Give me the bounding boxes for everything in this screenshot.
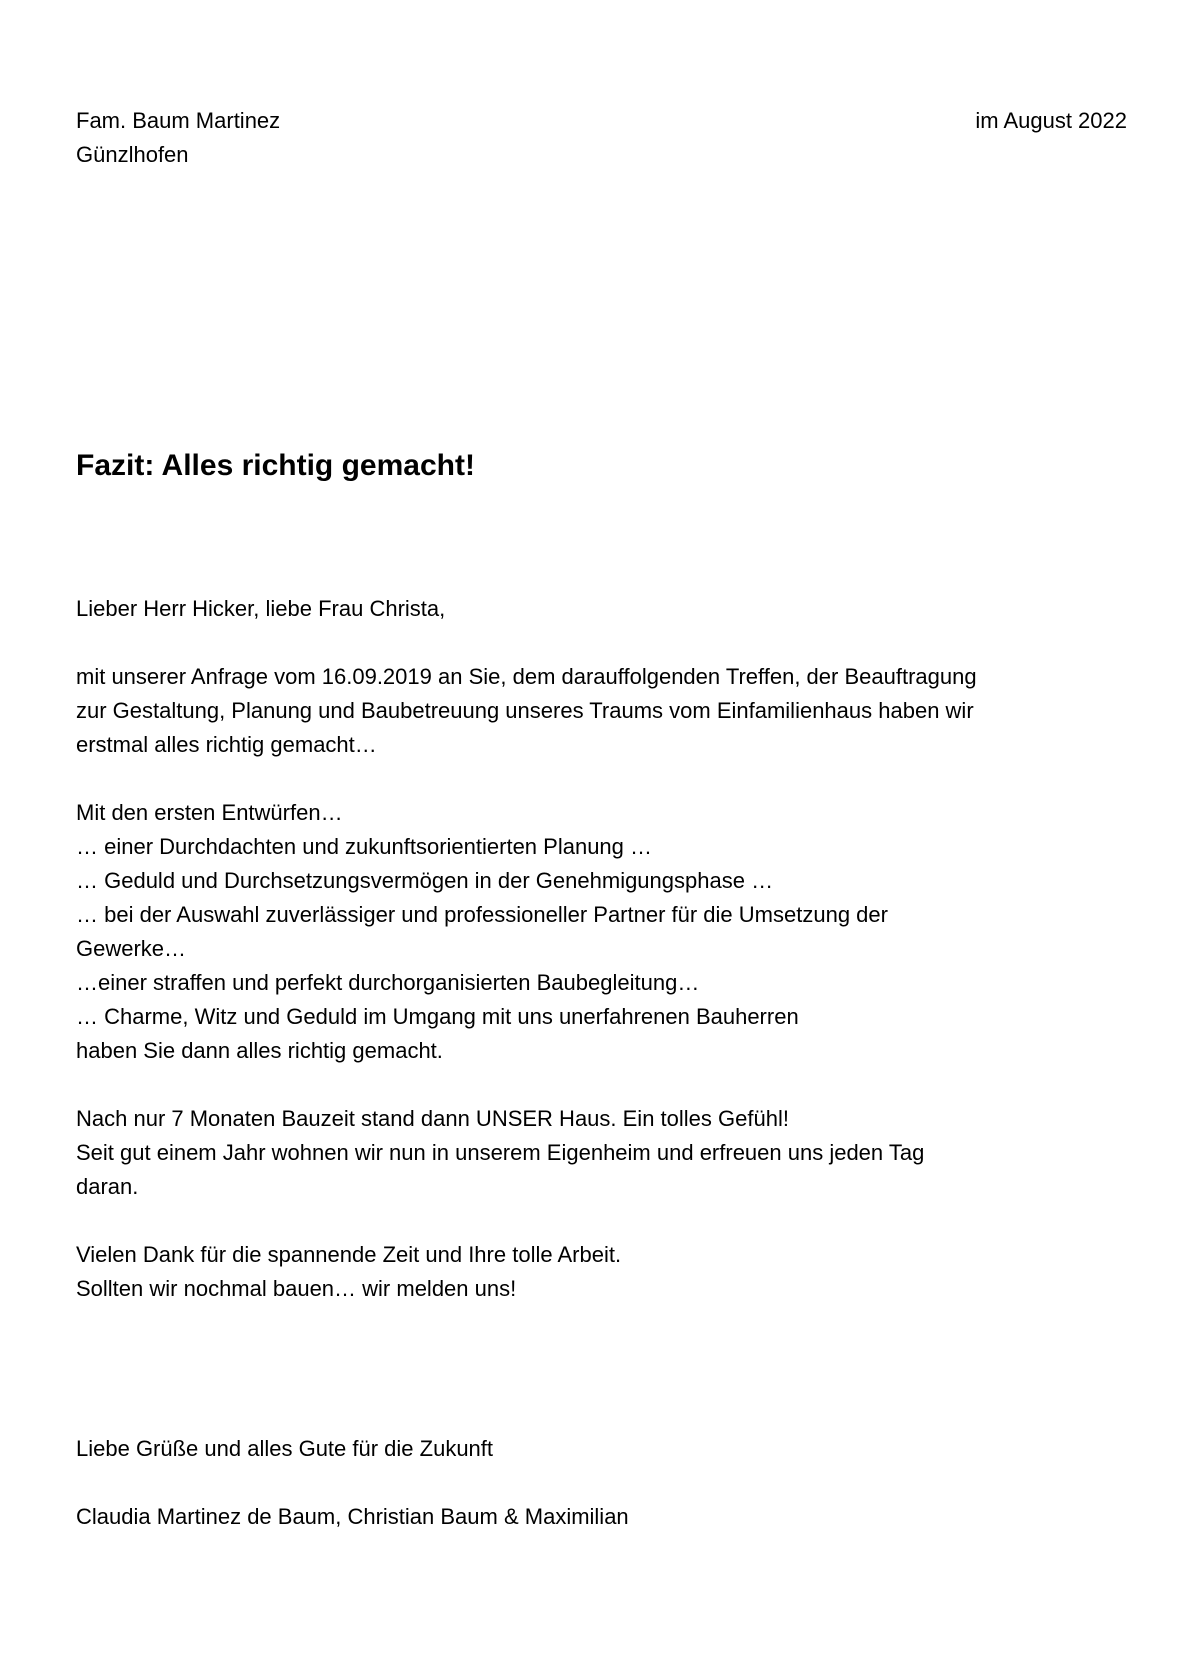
sender-block: [76, 104, 676, 172]
paragraph-line: daran.: [76, 1174, 139, 1199]
letter-title: Fazit: Alles richtig gemacht!: [76, 449, 475, 482]
paragraph-line: mit unserer Anfrage vom 16.09.2019 an Sie, dem darauffolgenden Treffen, der Beauftragung: [76, 664, 977, 689]
salutation-paragraph: [76, 592, 1136, 626]
paragraph-line: haben Sie dann alles richtig gemacht.: [76, 1038, 443, 1063]
paragraph-2: [76, 796, 1136, 1068]
salutation: Lieber Herr Hicker, liebe Frau Christa,: [76, 596, 446, 621]
paragraph-line: Nach nur 7 Monaten Bauzeit stand dann UNSER Haus. Ein tolles Gefühl!: [76, 1106, 789, 1131]
paragraph-line: … Charme, Witz und Geduld im Umgang mit uns unerfahrenen Bauherren: [76, 1004, 799, 1029]
sender-place: Günzlhofen: [76, 142, 189, 167]
paragraph-line: Seit gut einem Jahr wohnen wir nun in unserem Eigenheim und erfreuen uns jeden Tag: [76, 1140, 925, 1165]
letter-date: im August 2022: [975, 108, 1127, 133]
paragraph-line: … einer Durchdachten und zukunftsorientierten Planung …: [76, 834, 653, 859]
letter-body: [76, 592, 1136, 1340]
paragraph-line: Sollten wir nochmal bauen… wir melden uns!: [76, 1276, 517, 1301]
paragraph-line: Gewerke…: [76, 936, 187, 961]
paragraph-line: …einer straffen und perfekt durchorganisierten Baubegleitung…: [76, 970, 700, 995]
paragraph-1: [76, 660, 1136, 762]
paragraph-line: erstmal alles richtig gemacht…: [76, 732, 377, 757]
paragraph-4: [76, 1238, 1136, 1306]
signature-line: Claudia Martinez de Baum, Christian Baum & Maximilian: [76, 1504, 629, 1529]
sender-name: Fam. Baum Martinez: [76, 108, 281, 133]
paragraph-line: … bei der Auswahl zuverlässiger und professioneller Partner für die Umsetzung der: [76, 902, 888, 927]
paragraph-line: Vielen Dank für die spannende Zeit und Ihre tolle Arbeit.: [76, 1242, 622, 1267]
paragraph-line: zur Gestaltung, Planung und Baubetreuung unseres Traums vom Einfamilienhaus haben wir: [76, 698, 974, 723]
paragraph-line: Mit den ersten Entwürfen…: [76, 800, 343, 825]
closing-line: Liebe Grüße und alles Gute für die Zukunft: [76, 1436, 494, 1461]
paragraph-3: [76, 1102, 1136, 1204]
paragraph-line: … Geduld und Durchsetzungsvermögen in der Genehmigungsphase …: [76, 868, 774, 893]
